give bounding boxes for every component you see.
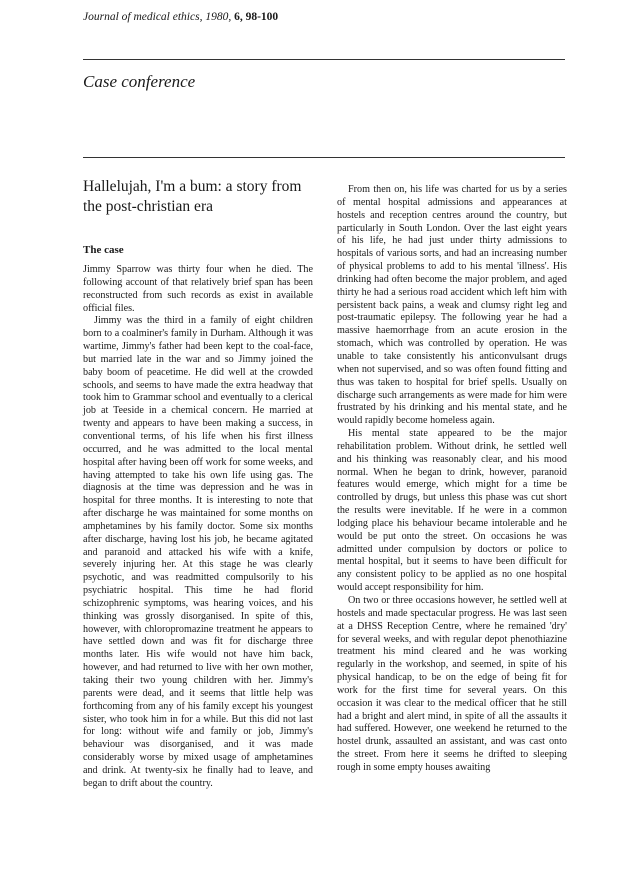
paragraph: His mental state appeared to be the major rehabilitation problem. Without drink, he settled well and his thinking was reasonably clear, and his mood normal. When he began to drink, however, paranoid features would emerge, which might for a time be controlled by drugs, but unless this phase was cut short the results were inevitable. If he were in a common lodging place his behaviour became intolerable and he would be put onto the street. On occasions he was admitted under compulsion by doctors or police to mental hospital, but it seems to have been difficult for any consistent policy to be applied as no one hospital would accept responsibility for him. [337, 428, 567, 594]
left-column [83, 177, 313, 791]
journal-name: Journal of medical ethics, [83, 11, 203, 23]
paragraph: Jimmy was the third in a family of eight children born to a coalminer's family in Durham. Although it was wartime, Jimmy's father had been kept to the coal-face, but married late in the war and so Jimmy joined the baby boom of peacetime. He did well at the crowded schools, and seems to have made the extra headway that took him to Grammar school and eventually to a clerical job at Teeside in a chemical concern. He married at twenty and appears to have been making a success, in conventional terms, of his life when his first illness occurred, and he was admitted to the local mental hospital after having been off work for some weeks, and having attempted to take his own life using gas. The diagnosis at the time was depression and he was in hospital for three months. It is interesting to note that after discharge he was maintained for some months on amphetamines by his family doctor. Some six months after discharge, having lost his job, he became agitated and paranoid and attacked his wife with a knife, severely injuring her. At this stage he was clearly psychotic, and was readmitted compulsorily to his psychiatric hospital. This time he had florid schizophrenic symptoms, was hearing voices, and his thinking was grossly disorganised. In spite of this, however, with chloropromazine treatment he appears to have settled down and was fit for discharge three months later. His wife would not have him back, however, and had returned to live with her own mother, taking their two young children with her. Jimmy's parents were dead, and it seems that little help was forthcoming from any of his family except his youngest sister, who took him in for a while. But this did not last for long: without wife and family or job, Jimmy's behaviour was disorganised, and it was made considerably worse by mixed usage of amphetamines and drink. At twenty-six he finally had to leave, and began to drift about the country. [83, 315, 313, 789]
bottom-divider [83, 157, 565, 158]
paragraph: Jimmy Sparrow was thirty four when he died. The following account of that relatively brief span has been reconstructed from such records as exist in available official files. [83, 264, 313, 314]
journal-volume: 6, [234, 11, 243, 23]
paragraph: On two or three occasions however, he settled well at hostels and made spectacular progress. He was last seen at a DHSS Reception Centre, where he remained 'dry' for several weeks, and with regular depot phenothiazine treatment his mind cleared and he was working regularly in the workshop, and seemed, in spite of his physical handicap, to be on the edge of being fit for work for the first time for several years. On this occasion it was clear to the medical officer that he still had a bright and alert mind, in spite of all the assaults it had suffered. However, one weekend he returned to the hostel drunk, assaulted an assistant, and was cast onto the street. From here it seems he drifted to sleeping rough in some empty houses awaiting [337, 595, 567, 773]
top-divider [83, 59, 565, 60]
article-title: Hallelujah, I'm a bum: a story from the post-christian era [83, 178, 302, 215]
right-column [337, 184, 567, 775]
running-head [83, 11, 278, 23]
journal-year: 1980, [205, 11, 232, 23]
section-heading-the-case: The case [83, 244, 124, 256]
paragraph: From then on, his life was charted for us by a series of mental hospital admissions and appearances at hostels and reception centres around the country, but particularly in South London. Over the last eight years of his life, he had just under thirty admissions to hospitals of various sorts, and had an increasing number of physical problems to add to his mental 'illness'. His drinking had often become the major problem, and aged thirty he had a serious road accident which left him with persistent back pains, a weak and clumsy right leg and post-traumatic epilepsy. The following year he had a massive haemorrhage from an acute erosion in the stomach, which was controlled by operation. He was unable to take consistently his anticonvulsant drugs when not supervised, and so was often found fitting and thus was taken to hospital for brief spells. Usually on discharge such arrangements as were made for him were frustrated by his drinking and his mental state, and he would rapidly become homeless again. [337, 184, 567, 427]
journal-pages: 98-100 [245, 11, 279, 23]
section-title: Case conference [83, 72, 196, 91]
